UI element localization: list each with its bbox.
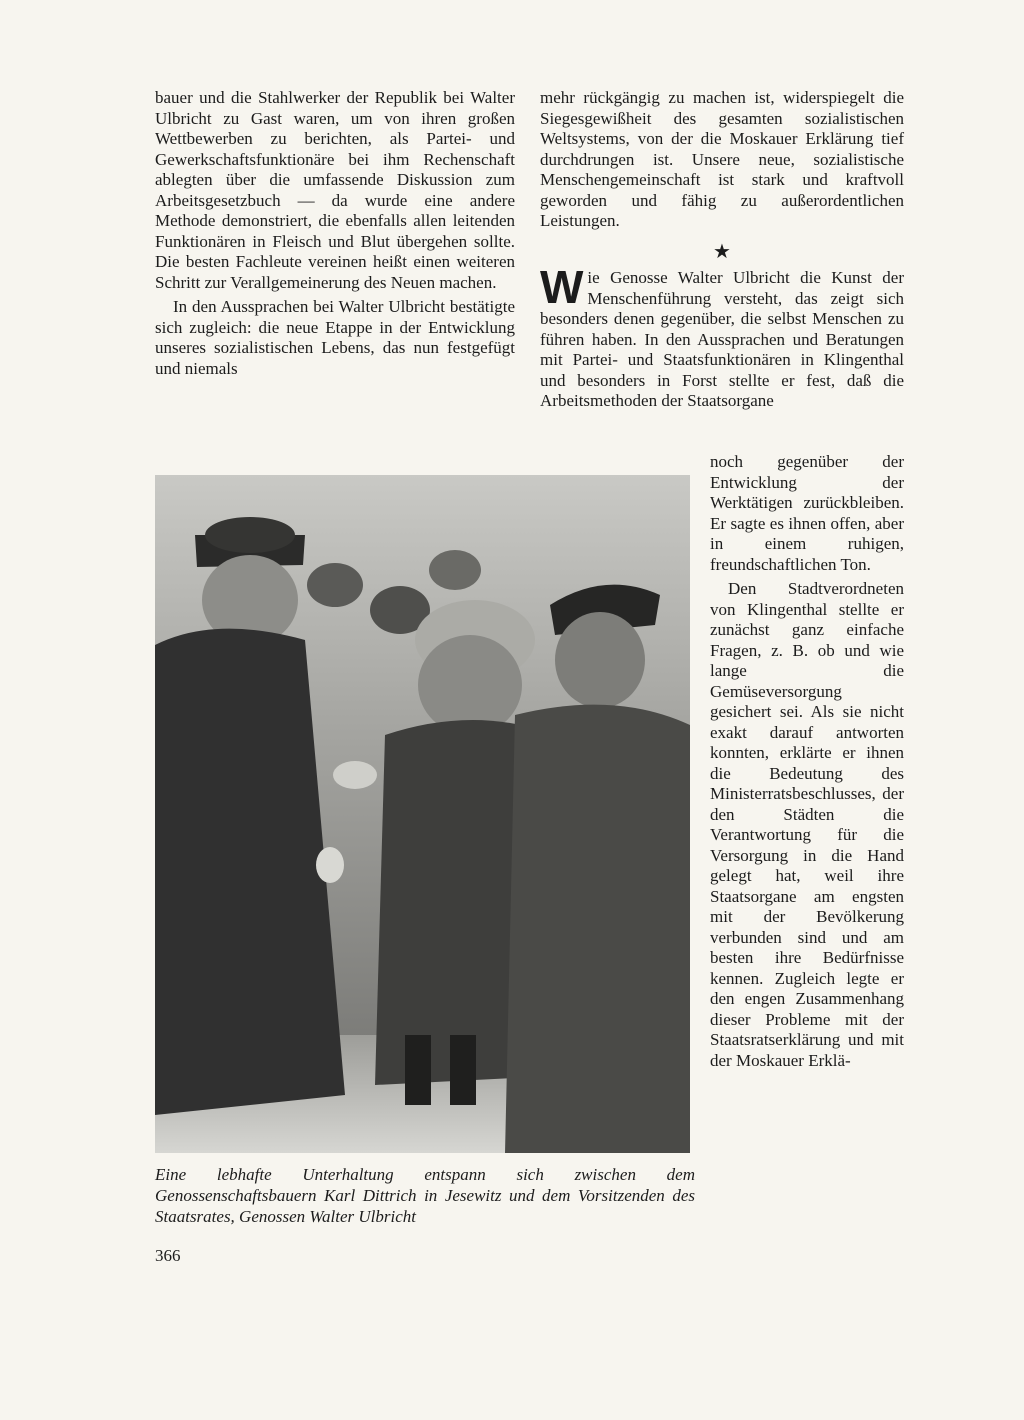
left-paragraph-1: bauer und die Stahlwerker der Republik bei Walter Ulbricht zu Gast waren, um von ihren großen Wettbewerben zu berichten, als Partei- und Gewerkschaftsfunktionäre bei ihm Rechenschaft ablegten über die umfassende Diskussion zum Arbeitsgesetzbuch — da wurde eine andere Methode demonstriert, die ebenfalls allen leitenden Funktionären in Fleisch und Blut übergehen sollte. Die besten Fachleute vereinen heißt einen weiteren Schritt zur Verallgemeinerung des Neuen machen. — [155, 88, 515, 292]
photo-caption: Eine lebhafte Unterhaltung entspann sich zwischen dem Genossenschaftsbauern Karl Dittrich in Jesewitz und dem Vorsitzenden des Staatsrates, Genossen Walter Ulbricht — [155, 1165, 695, 1226]
narrow-paragraph-2: Den Stadtverordneten von Klingenthal stellte er zunächst ganz einfache Fragen, z. B. ob und wie lange die Gemüseversorgung gesichert sei. Als sie nicht exakt darauf antworten konnten, erklärte er ihnen die Bedeutung des Ministerratsbeschlusses, der den Städten die Verantwortung für die Versorgung in die Hand gelegt hat, weil ihre Staatsorgane am engsten mit der Bevölkerung verbunden sind und am besten ihre Bedürfnisse kennen. Zugleich legte er den engen Zusammenhang dieser Probleme mit der Staatsratserklärung und mit der Moskauer Erklä- — [710, 579, 904, 1070]
right-paragraph-2 — [540, 261, 904, 412]
right-narrow-column — [710, 452, 904, 1071]
narrow-paragraph-1: noch gegenüber der Entwicklung der Werktätigen zurückbleiben. Er sagte es ihnen offen, aber in einem ruhigen, freundschaftlichen Ton. — [710, 452, 904, 574]
page-number: 366 — [155, 1246, 181, 1265]
news-photograph — [155, 475, 690, 1153]
right-paragraph-1: mehr rückgängig zu machen ist, widerspiegelt die Siegesgewißheit des gesamten sozialistischen Weltsystems, von der die Moskauer Erklärung tief durchdrungen ist. Unsere neue, sozialistische Menschengemeinschaft ist stark und kraftvoll geworden und fähig zu außerordentlichen Leistungen. — [540, 88, 904, 230]
right-text-column — [540, 88, 904, 412]
drop-cap: W — [540, 261, 584, 313]
photograph-image — [155, 475, 690, 1153]
left-paragraph-2: In den Aussprachen bei Walter Ulbricht bestätigte sich zugleich: die neue Etappe in der Entwicklung unseres sozialistischen Lebens, das nun festgefügt und niemals — [155, 297, 515, 378]
star-separator: ★ — [713, 240, 731, 263]
right-paragraph-2-text: ie Genosse Walter Ulbricht die Kunst der Menschenführung versteht, das zeigt sich besonders denen gegenüber, die selbst Menschen zu führen haben. In den Aussprachen und Beratungen mit Partei- und Staatsfunktionären in Klingenthal und besonders in Forst stellte er fest, daß die Arbeitsmethoden der Staatsorgane — [540, 268, 904, 410]
left-text-column — [155, 88, 515, 379]
